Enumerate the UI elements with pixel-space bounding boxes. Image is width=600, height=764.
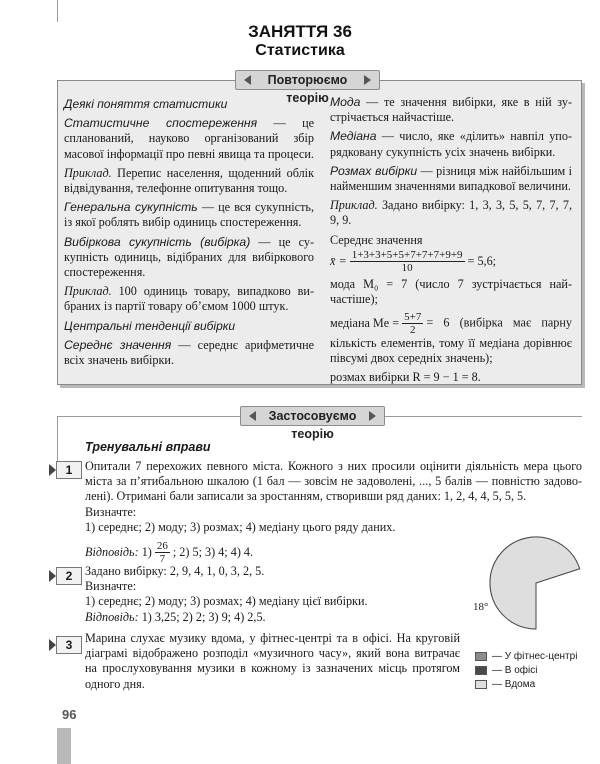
definition-sample: Вибіркова сукупність (вибірка) — це сукупність одиниць, відібраних для вибіркового спостереження. bbox=[64, 234, 315, 280]
pie-legend bbox=[475, 650, 577, 692]
legend-swatch-home bbox=[475, 680, 487, 689]
mean-label: Середнє значення bbox=[330, 232, 423, 247]
mean-formula: x̄ = $\frac{1+3+3+5+5+7+7+7+9+9}{10}$ = 5,6; bbox=[330, 248, 497, 274]
median-result: медіана Me = $\frac{5+7}{2}$ = 6 (вибірка має парну кількість елементів, тому її медіана дорівнює півсумі двох середніх значень); bbox=[330, 311, 572, 366]
theory-heading-concepts: Деякі поняття статистики bbox=[64, 97, 228, 111]
lesson-title: ЗАНЯТТЯ 36 bbox=[248, 22, 352, 41]
pie-slice-2 bbox=[490, 537, 580, 629]
task-1-items: 1) середнє; 2) моду; 3) розмах; 4) медіану цього ряду даних. bbox=[85, 519, 396, 534]
definition-population: Генеральна сукупність — це вся сукупність, із якої роблять вибір одиниць спостереження. bbox=[64, 200, 315, 230]
theory-left-column bbox=[64, 95, 314, 372]
page-number: 96 bbox=[62, 707, 77, 722]
lesson-subtitle: Статистика bbox=[255, 42, 345, 59]
task-2-determine: Визначте: bbox=[85, 579, 137, 594]
page-edge-tab bbox=[57, 728, 71, 764]
task-2 bbox=[85, 564, 385, 625]
legend-item-fitness: — У фітнес-центрі bbox=[475, 650, 577, 663]
training-heading: Тренувальні вправи bbox=[85, 440, 211, 454]
pie-angle-label: 18° bbox=[473, 601, 489, 613]
top-rule bbox=[57, 0, 58, 22]
legend-item-office: — В офісі bbox=[475, 664, 577, 677]
practice-banner: Застосовуємо теорію bbox=[240, 406, 385, 426]
definition-range: Розмах вибірки — різниця між найбільшим і найменшим значеннями випадкової величини. bbox=[330, 163, 572, 194]
task-1-text: Опитали 7 перехожих певного міста. Кожного з них просили оцінити діяльність мера цього міста за п’ятибальною шкалою (1 бал — зовсім не задоволені, ..., 5 балів — повністю задоволені). Отримані бали записали за зростанням, створивши ряд даних: 1, 2, 4, 4, 5, 5, 5. bbox=[85, 459, 582, 504]
range-result: розмах вибірки R = 9 − 1 = 8. bbox=[330, 369, 481, 384]
music-time-pie-chart bbox=[488, 535, 584, 631]
task-2-number: 2 bbox=[56, 567, 82, 585]
example-sample: Приклад. 100 одиниць товару, випадково вибраних із партії товару об’ємом 1000 штук. bbox=[64, 284, 314, 314]
legend-item-home: — Вдома bbox=[475, 678, 577, 691]
task-3-number: 3 bbox=[56, 636, 82, 654]
example-observation: Приклад. Перепис населення, щоденний облік відвідування, телефонне опитування тощо. bbox=[64, 165, 314, 196]
definition-mean: Середнє значення — середнє арифметичне всіх значень вибірки. bbox=[64, 337, 315, 368]
legend-swatch-fitness bbox=[475, 652, 487, 661]
theory-heading-tendencies: Центральні тенденції вибірки bbox=[64, 318, 236, 333]
example-sample-values: Приклад. Задано вибірку: 1, 3, 3, 5, 5, 7, 7, 7, 9, 9. bbox=[330, 198, 572, 228]
task-2-items: 1) середнє; 2) моду; 3) розмах; 4) медіану цієї вибірки. bbox=[85, 594, 368, 609]
mode-result: мода M₀ = 7 (число 7 зустрічається найчастіше); bbox=[330, 276, 572, 307]
definition-median: Медіана — число, яке «ділить» навпіл упорядковану сукупність усіх значень вибірки. bbox=[330, 129, 572, 159]
definition-mode: Мода — те значення вибірки, яке в ній зустрічається найчастіше. bbox=[330, 95, 572, 125]
definition-observation: Статистичне спостереження — це спланований, науково організований збір масової інформації про певні явища та процеси. bbox=[64, 116, 314, 161]
task-1-determine: Визначте: bbox=[85, 504, 137, 519]
legend-swatch-office bbox=[475, 666, 487, 675]
task-3-text: Марина слухає музику вдома, у фітнес-центрі та в офісі. На круговій діаграмі відображено розподіл «музичного часу», який вона витрачає на прослуховування музики в кожному із зазначених місць протягом одного дня. bbox=[85, 631, 460, 691]
theory-banner: Повторюємо теорію bbox=[235, 70, 380, 90]
task-1-number: 1 bbox=[56, 461, 82, 479]
task-2-text: Задано вибірку: 2, 9, 4, 1, 0, 3, 2, 5. bbox=[85, 564, 265, 578]
task-1-answer: Відповідь: 1) $\frac{26}{7}$ ; 2) 5; 3) 4; 4) 4. bbox=[85, 540, 254, 566]
theory-right-column bbox=[330, 95, 572, 389]
task-2-answer: Відповідь: 1) 3,25; 2) 2; 3) 9; 4) 2,5. bbox=[85, 609, 266, 624]
